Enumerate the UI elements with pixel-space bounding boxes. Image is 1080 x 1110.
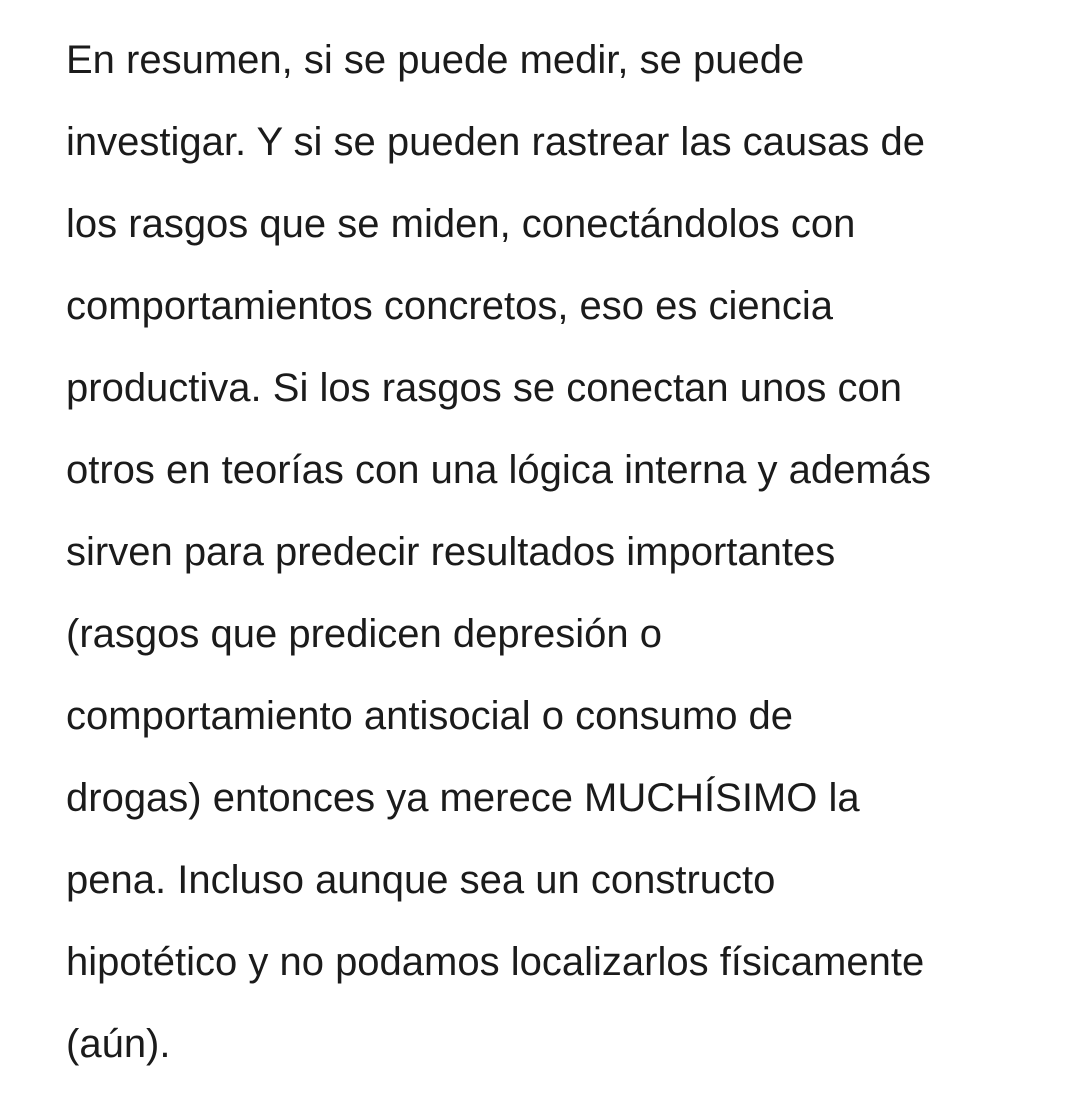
text-line: drogas) entonces ya merece MUCHÍSIMO la: [66, 776, 860, 820]
text-line: otros en teorías con una lógica interna y además: [66, 448, 931, 492]
text-line: comportamiento antisocial o consumo de: [66, 694, 794, 738]
text-line: En resumen, si se puede medir, se puede: [66, 38, 805, 82]
text-line: sirven para predecir resultados importantes: [66, 530, 836, 574]
text-line: hipotético y no podamos localizarlos físicamente: [66, 940, 925, 984]
text-line: comportamientos concretos, eso es ciencia: [66, 284, 834, 328]
text-line: pena. Incluso aunque sea un constructo: [66, 858, 776, 902]
article-paragraph: [66, 19, 1056, 1085]
text-line: los rasgos que se miden, conectándolos con: [66, 202, 856, 246]
text-line: productiva. Si los rasgos se conectan unos con: [66, 366, 903, 410]
text-line: (aún).: [66, 1022, 171, 1066]
text-line: (rasgos que predicen depresión o: [66, 612, 662, 656]
text-line: investigar. Y si se pueden rastrear las causas de: [66, 120, 926, 164]
